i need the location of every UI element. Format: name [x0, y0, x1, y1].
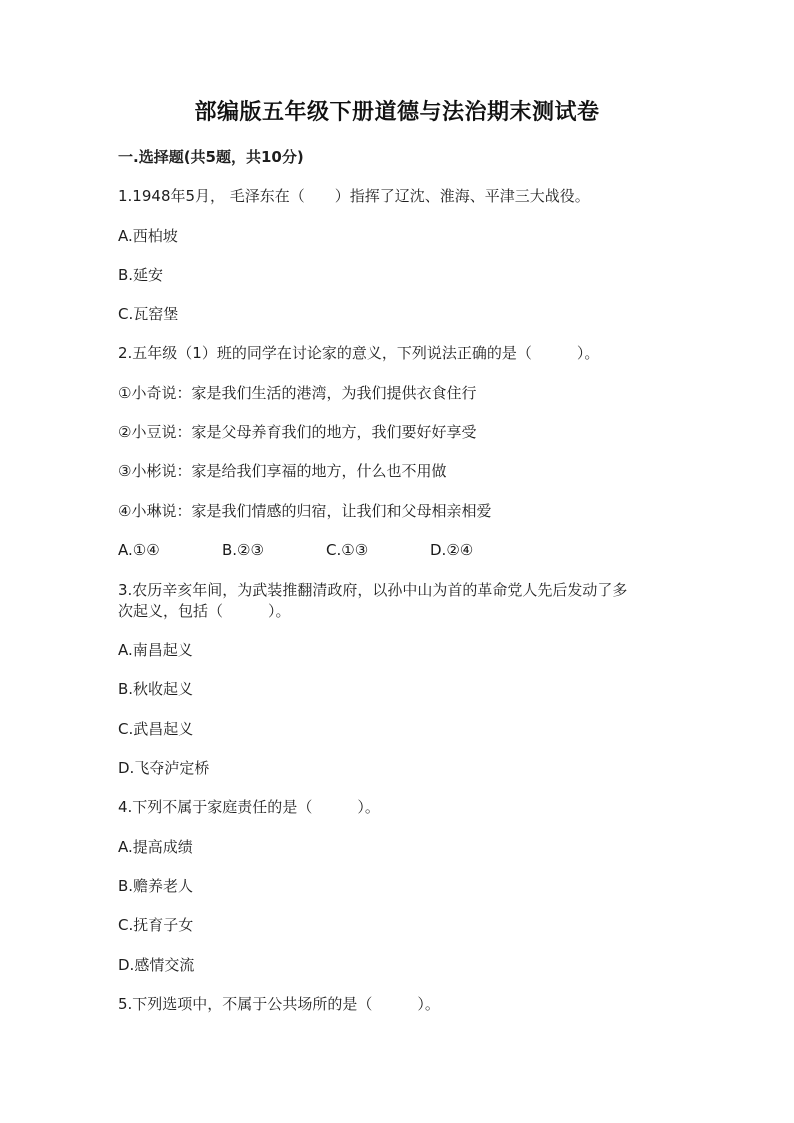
section-heading: 一.选择题(共5题，共10分)	[118, 148, 304, 166]
question-2-statement-4: ④小琳说：家是我们情感的归宿，让我们和父母相亲相爱	[118, 502, 492, 520]
question-1-stem: 1.1948年5月， 毛泽东在（ ）指挥了辽沈、淮海、平津三大战役。	[118, 187, 590, 205]
question-2-statement-2: ②小豆说：家是父母养育我们的地方，我们要好好享受	[118, 423, 477, 441]
question-3-stem-line-2: 次起义，包括（ ）。	[118, 602, 291, 620]
question-2-option-c: C.①③	[326, 541, 369, 559]
question-1-option-a: A.西柏坡	[118, 227, 178, 245]
question-3-stem-line-1: 3.农历辛亥年间，为武装推翻清政府，以孙中山为首的革命党人先后发动了多	[118, 581, 628, 599]
question-4-option-a: A.提高成绩	[118, 838, 193, 856]
question-3-option-a: A.南昌起义	[118, 641, 193, 659]
question-2-stem: 2.五年级（1）班的同学在讨论家的意义，下列说法正确的是（ ）。	[118, 344, 600, 362]
question-4-option-c: C.抚育子女	[118, 916, 194, 934]
page-title: 部编版五年级下册道德与法治期末测试卷	[194, 99, 600, 125]
question-3-option-d: D.飞夺泸定桥	[118, 759, 210, 777]
question-1-option-c: C.瓦窑堡	[118, 305, 179, 323]
question-3-option-c: C.武昌起义	[118, 720, 194, 738]
question-3-option-b: B.秋收起义	[118, 680, 194, 698]
question-2-statement-3: ③小彬说：家是给我们享福的地方，什么也不用做	[118, 462, 447, 480]
question-2-option-a: A.①④	[118, 541, 160, 559]
question-1-option-b: B.延安	[118, 266, 164, 284]
question-5-stem: 5.下列选项中，不属于公共场所的是（ ）。	[118, 995, 440, 1013]
question-4-stem: 4.下列不属于家庭责任的是（ ）。	[118, 798, 380, 816]
question-2-statement-1: ①小奇说：家是我们生活的港湾，为我们提供衣食住行	[118, 384, 477, 402]
question-4-option-b: B.赡养老人	[118, 877, 194, 895]
question-2-option-d: D.②④	[430, 541, 474, 559]
question-2-option-b: B.②③	[222, 541, 264, 559]
question-4-option-d: D.感情交流	[118, 956, 195, 974]
